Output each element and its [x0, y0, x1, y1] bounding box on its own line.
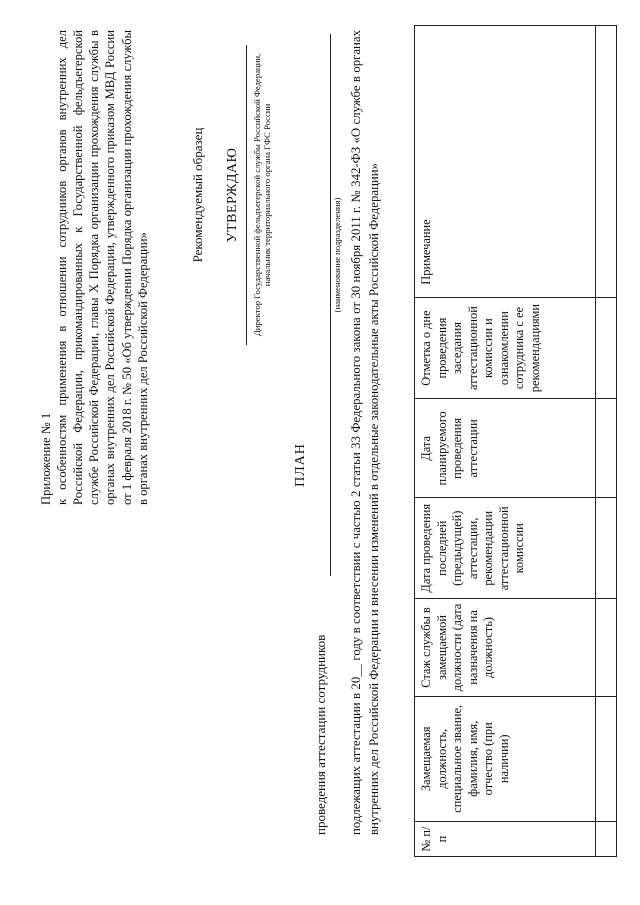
column-header-position: Замещаемая должность, специальное звание, фамилия, имя, отчество (при наличии) [415, 696, 596, 821]
signature-line [246, 45, 247, 345]
appendix-block [38, 30, 151, 505]
column-header-number: № п/п [415, 822, 596, 857]
subdivision-underline [330, 34, 331, 576]
approve-heading: УТВЕРЖДАЮ [225, 147, 240, 243]
subdivision-caption: (наименование подразделения) [332, 197, 342, 313]
table-cell [596, 822, 617, 857]
table-cell [596, 696, 617, 821]
table-cell [596, 498, 617, 599]
table-cell [596, 297, 617, 399]
column-header-planned-date: Дата планируемого проведения аттестации [415, 399, 596, 498]
attestation-plan-table [414, 25, 617, 857]
column-header-note: Примечание [415, 26, 596, 298]
table-row [596, 26, 617, 857]
column-header-commission-mark: Отметка о дне проведения заседания аттестационной комиссии и ознакомлении сотрудника с ее рекомендациями [415, 297, 596, 399]
table-header-row [415, 26, 596, 857]
column-header-last-attestation: Дата проведения последней (предыдущей) аттестации, рекомендации аттестационной комиссии [415, 498, 596, 599]
table-cell [596, 26, 617, 298]
plan-subtitle: проведения аттестации сотрудников [313, 634, 328, 835]
plan-title: ПЛАН [293, 443, 308, 487]
plan-body-text: подлежащих аттестации в 20__ году в соответствии с частью 2 статьи 33 Федерального закона от 30 ноября 2011 г. № 342-ФЗ «О службе в органах внутренних дел Российской Федерации и внесении изменений в отдельные законодательные акты Российской Федерации» [349, 30, 381, 835]
table-cell [596, 599, 617, 696]
signatory-caption: Директор Государственной фельдъегерской службы Российской Федерации, начальник территориального органа ГФС России [252, 53, 273, 337]
appendix-title: Приложение № 1 [39, 412, 53, 505]
recommended-sample-label: Рекомендуемый образец [190, 127, 205, 263]
appendix-body: к особенностям применения в отношении сотрудников органов внутренних дел Российской Федерации, прикомандированных к Государственной фельдъегерской службе Российской Федерации, главы X Порядка организации прохождения службы в органах внутренних дел Российской Федерации, утвержденного приказом МВД России от 1 февраля 2018 г. № 50 «Об утверждении Порядка организации прохождения службы в органах внутренних дел Российской Федерации» [55, 30, 150, 505]
column-header-service-length: Стаж службы в замещаемой должности (дата назначения на должность) [415, 599, 596, 696]
table-cell [596, 399, 617, 498]
